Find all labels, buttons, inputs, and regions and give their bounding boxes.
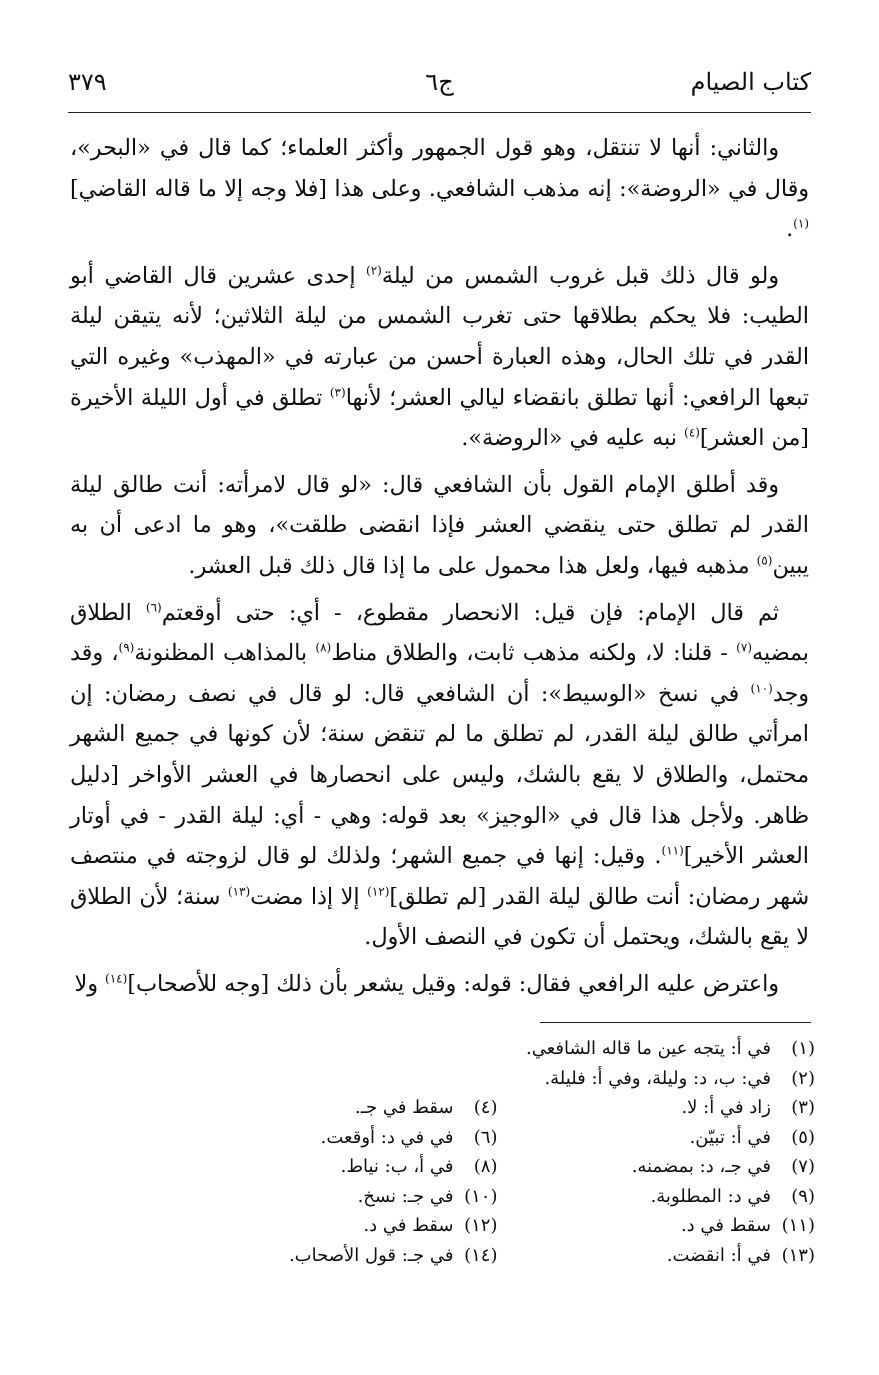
footnote-item bbox=[518, 1093, 816, 1123]
paragraph bbox=[70, 128, 809, 250]
paragraph bbox=[70, 593, 809, 958]
footnote-item bbox=[518, 1182, 816, 1212]
footnote-marker: (٧) bbox=[736, 640, 752, 655]
paragraph-text: إحدى عشرين قال القاضي أبو الطيب: فلا يحكم بطلاقها حتى تغرب الشمس من ليلة الثلاثين؛ لأنه يتيقن ليلة القدر في تلك الحال، وهذه العبارة أحسن من عبارته في «المهذب» وغيره التي تبعها الرافعي: أنها تطلق بانقضاء ليالي العشر؛ لأنها bbox=[70, 262, 809, 411]
footnote-marker: (١٠) bbox=[750, 681, 773, 696]
paragraph-text: ، وقد وجد bbox=[70, 640, 809, 707]
paragraph-text: إلا إذا مضت bbox=[250, 883, 368, 910]
paragraph bbox=[70, 256, 809, 459]
footnotes bbox=[200, 1034, 815, 1270]
footnote-item bbox=[518, 1211, 816, 1241]
footnote-number: (١٤) bbox=[464, 1244, 498, 1266]
header-divider bbox=[68, 112, 811, 113]
footnote-item bbox=[200, 1241, 498, 1271]
footnote-item bbox=[200, 1093, 498, 1123]
footnote-number: (٧) bbox=[791, 1156, 815, 1177]
footnote-item bbox=[200, 1211, 498, 1241]
paragraph bbox=[70, 465, 809, 587]
paragraph-text: ولا bbox=[74, 970, 106, 997]
page-number: ٣٧٩ bbox=[68, 68, 107, 96]
paragraph-text: والثاني: أنها لا تنتقل، وهو قول الجمهور وأكثر العلماء؛ كما قال في «البحر»، وقال في «الروضة»: إنه مذهب الشافعي. وعلى هذا [فلا وجه إلا ما قاله القاضي] bbox=[70, 135, 809, 202]
paragraph-text: نبه عليه في «الروضة». bbox=[461, 425, 685, 452]
footnote-text: سقط في د. bbox=[363, 1215, 454, 1236]
volume-label: ج٦ bbox=[425, 68, 454, 96]
footnote-text: سقط في جـ. bbox=[355, 1097, 454, 1118]
footnote-number: (١٣) bbox=[781, 1244, 815, 1266]
footnotes-column-right bbox=[518, 1034, 816, 1270]
footnote-marker: (٥) bbox=[756, 553, 773, 568]
footnote-text: في أ، ب: نياط. bbox=[340, 1156, 454, 1177]
footnote-number: (١١) bbox=[781, 1215, 815, 1236]
footnote-text: في: ب، د: وليلة، وفي أ: فليلة. bbox=[544, 1067, 771, 1089]
paragraph-end: . bbox=[786, 216, 794, 243]
footnote-text: في أ: تبيّن. bbox=[689, 1126, 771, 1148]
footnote-number: (١٢) bbox=[464, 1215, 498, 1236]
footnote-marker: (١٤) bbox=[105, 971, 128, 986]
footnotes-column-left bbox=[200, 1034, 498, 1270]
paragraph-text: سنة؛ لأن الطلاق لا يقع بالشك، ويحتمل أن تكون في النصف الأول. bbox=[70, 883, 809, 951]
footnote-number: (٤) bbox=[473, 1097, 498, 1118]
footnote-number: (٣) bbox=[791, 1097, 815, 1118]
footnote-item bbox=[518, 1241, 816, 1271]
footnote-marker: (١١) bbox=[661, 843, 684, 858]
footnote-number: (٩) bbox=[791, 1185, 815, 1207]
footnote-marker: (٢) bbox=[366, 263, 382, 278]
footnote-text: في في د: أوقعت. bbox=[320, 1126, 454, 1148]
footnote-text: في جـ: نسخ. bbox=[357, 1185, 454, 1207]
footnote-marker: (١٢) bbox=[367, 884, 390, 899]
footnote-marker: (٤) bbox=[684, 425, 700, 440]
footnote-text: في أ: يتجه عين ما قاله الشافعي. bbox=[526, 1038, 771, 1059]
footnote-item bbox=[200, 1123, 498, 1153]
footnote-text: في جـ، د: بمضمنه. bbox=[631, 1156, 771, 1177]
footnote-number: (١٠) bbox=[464, 1185, 498, 1207]
footnote-text: في أ: انقضت. bbox=[666, 1244, 771, 1266]
paragraph-text: تطلق في أول الليلة الأخيرة [من العشر] bbox=[70, 384, 809, 452]
paragraph-text: مذهبه فيها، ولعل هذا محمول على ما إذا قال ذلك قبل العشر. bbox=[188, 552, 757, 579]
page-header bbox=[68, 62, 811, 108]
footnote-text: في د: المطلوبة. bbox=[650, 1185, 771, 1207]
footnote-number: (٥) bbox=[791, 1126, 815, 1148]
paragraph-text: في نسخ «الوسيط»: أن الشافعي قال: لو قال في نصف رمضان: إن امرأتي طالق ليلة القدر، لم تطلق ما لم تنقض سنة؛ لأن كونها في جميع الشهر محتمل، والطلاق لا يقع بالشك، وليس على انحصارها في العشر الأواخر [دليل ظاهر. ولأجل هذا قال في «الوجيز» بعد قوله: وهي - أي: ليلة القدر - في أوتار العشر الأخير] bbox=[70, 680, 809, 870]
paragraph bbox=[70, 964, 809, 1005]
footnote-item bbox=[518, 1152, 816, 1182]
footnote-text: في جـ: قول الأصحاب. bbox=[288, 1244, 454, 1266]
footnote-marker: (٨) bbox=[315, 640, 332, 655]
footnotes-divider bbox=[540, 1022, 811, 1023]
paragraph-text: - قلنا: لا، ولكنه مذهب ثابت، والطلاق مناط bbox=[331, 640, 737, 667]
footnote-number: (١) bbox=[791, 1038, 815, 1059]
paragraph-text: وقد أطلق الإمام القول بأن الشافعي قال: «لو قال لامرأته: أنت طالق ليلة القدر لم تطلق حتى ينقضي العشر فإذا انقضى طلقت»، وهو ما ادعى أن به يبين bbox=[70, 471, 809, 579]
paragraph-text: . وقيل: إنها في جميع الشهر؛ ولذلك لو قال لزوجته في منتصف شهر رمضان: أنت طالق ليلة القدر [لم تطلق] bbox=[70, 843, 810, 910]
footnote-item bbox=[518, 1123, 816, 1153]
paragraph-text: ثم قال الإمام: فإن قيل: الانحصار مقطوع، - أي: حتى أوقعتم bbox=[161, 599, 779, 626]
footnote-number: (٢) bbox=[791, 1067, 815, 1089]
footnote-item bbox=[200, 1152, 498, 1182]
footnote-marker: (٣) bbox=[329, 385, 346, 400]
footnote-item bbox=[518, 1064, 816, 1094]
footnote-item bbox=[518, 1034, 816, 1064]
paragraph-text: واعترض عليه الرافعي فقال: قوله: وقيل يشعر بأن ذلك [وجه للأصحاب] bbox=[127, 970, 779, 997]
footnote-item bbox=[200, 1182, 498, 1212]
footnote-marker: (١٣) bbox=[227, 884, 251, 899]
book-title: كتاب الصيام bbox=[690, 68, 811, 96]
paragraph-text: بالمذاهب المظنونة bbox=[134, 640, 316, 667]
footnote-text: زاد في أ: لا. bbox=[681, 1097, 771, 1118]
paragraph-text: ولو قال ذلك قبل غروب الشمس من ليلة bbox=[381, 262, 779, 289]
footnote-marker: (١) bbox=[793, 216, 809, 231]
footnote-number: (٨) bbox=[473, 1156, 498, 1177]
footnote-text: سقط في د. bbox=[680, 1215, 771, 1236]
paragraph-text: الطلاق بمضيه bbox=[70, 599, 809, 667]
footnote-number: (٦) bbox=[473, 1126, 498, 1148]
footnote-marker: (٦) bbox=[145, 600, 162, 615]
footnote-marker: (٩) bbox=[118, 640, 135, 655]
main-text bbox=[70, 128, 809, 1004]
